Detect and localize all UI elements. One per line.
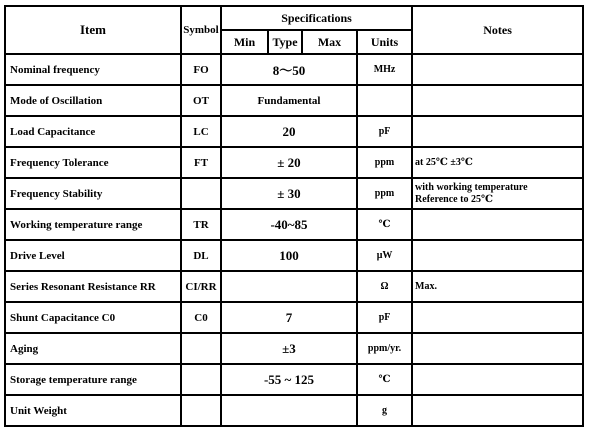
row-symbol: FT bbox=[181, 147, 221, 178]
row-notes bbox=[412, 85, 583, 116]
row-unit: ℃ bbox=[357, 209, 412, 240]
row-value: ± 20 bbox=[221, 147, 357, 178]
row-unit: μW bbox=[357, 240, 412, 271]
row-symbol: LC bbox=[181, 116, 221, 147]
row-symbol bbox=[181, 178, 221, 209]
row-unit bbox=[357, 85, 412, 116]
row-item: Shunt Capacitance C0 bbox=[5, 302, 181, 333]
header-units: Units bbox=[357, 30, 412, 54]
row-item: Frequency Stability bbox=[5, 178, 181, 209]
row-value: ± 30 bbox=[221, 178, 357, 209]
row-item: Mode of Oscillation bbox=[5, 85, 181, 116]
row-value: 20 bbox=[221, 116, 357, 147]
row-symbol bbox=[181, 395, 221, 426]
row-item: Frequency Tolerance bbox=[5, 147, 181, 178]
row-value: -40~85 bbox=[221, 209, 357, 240]
row-item: Aging bbox=[5, 333, 181, 364]
header-symbol: Symbol bbox=[181, 6, 221, 54]
table-row bbox=[5, 364, 583, 395]
row-item: Nominal frequency bbox=[5, 54, 181, 85]
row-value: -55 ~ 125 bbox=[221, 364, 357, 395]
header-specifications: Specifications bbox=[221, 6, 412, 30]
row-value: ±3 bbox=[221, 333, 357, 364]
row-unit: ppm bbox=[357, 147, 412, 178]
row-symbol: DL bbox=[181, 240, 221, 271]
row-symbol: TR bbox=[181, 209, 221, 240]
specifications-table bbox=[4, 5, 584, 427]
row-value bbox=[221, 395, 357, 426]
table-row bbox=[5, 54, 583, 85]
row-notes bbox=[412, 209, 583, 240]
row-value: 8～50 bbox=[221, 54, 357, 85]
row-value bbox=[221, 271, 357, 302]
row-item: Working temperature range bbox=[5, 209, 181, 240]
header-max: Max bbox=[302, 30, 357, 54]
header-notes: Notes bbox=[412, 6, 583, 54]
row-notes bbox=[412, 302, 583, 333]
table-row bbox=[5, 302, 583, 333]
row-notes-line: Reference to 25℃ bbox=[415, 193, 493, 205]
row-notes bbox=[412, 333, 583, 364]
row-value: 100 bbox=[221, 240, 357, 271]
table-row bbox=[5, 395, 583, 426]
header-min: Min bbox=[221, 30, 268, 54]
row-unit: MHz bbox=[357, 54, 412, 85]
header-item: Item bbox=[5, 6, 181, 54]
row-symbol: CI/RR bbox=[181, 271, 221, 302]
row-notes-line: with working temperature bbox=[415, 181, 528, 193]
row-notes: Max. bbox=[412, 271, 583, 302]
row-unit: pF bbox=[357, 116, 412, 147]
row-notes bbox=[412, 395, 583, 426]
row-symbol: FO bbox=[181, 54, 221, 85]
table-row bbox=[5, 178, 583, 209]
row-item: Storage temperature range bbox=[5, 364, 181, 395]
row-unit: g bbox=[357, 395, 412, 426]
row-value: Fundamental bbox=[221, 85, 357, 116]
table-row bbox=[5, 240, 583, 271]
row-unit: ℃ bbox=[357, 364, 412, 395]
row-unit: ppm/yr. bbox=[357, 333, 412, 364]
row-item: Drive Level bbox=[5, 240, 181, 271]
row-notes bbox=[412, 116, 583, 147]
row-unit: pF bbox=[357, 302, 412, 333]
row-notes: at 25℃ ±3℃ bbox=[412, 147, 583, 178]
table-row bbox=[5, 333, 583, 364]
row-symbol bbox=[181, 333, 221, 364]
header-type: Type bbox=[268, 30, 302, 54]
row-item: Load Capacitance bbox=[5, 116, 181, 147]
table-row bbox=[5, 147, 583, 178]
row-symbol: C0 bbox=[181, 302, 221, 333]
row-notes bbox=[412, 240, 583, 271]
row-notes bbox=[412, 178, 583, 209]
row-symbol: OT bbox=[181, 85, 221, 116]
row-unit: Ω bbox=[357, 271, 412, 302]
row-item: Unit Weight bbox=[5, 395, 181, 426]
table-row bbox=[5, 271, 583, 302]
row-value: 7 bbox=[221, 302, 357, 333]
table-row bbox=[5, 85, 583, 116]
table-row bbox=[5, 116, 583, 147]
row-unit: ppm bbox=[357, 178, 412, 209]
row-notes bbox=[412, 364, 583, 395]
table-row bbox=[5, 209, 583, 240]
row-notes bbox=[412, 54, 583, 85]
row-item: Series Resonant Resistance RR bbox=[5, 271, 181, 302]
row-symbol bbox=[181, 364, 221, 395]
